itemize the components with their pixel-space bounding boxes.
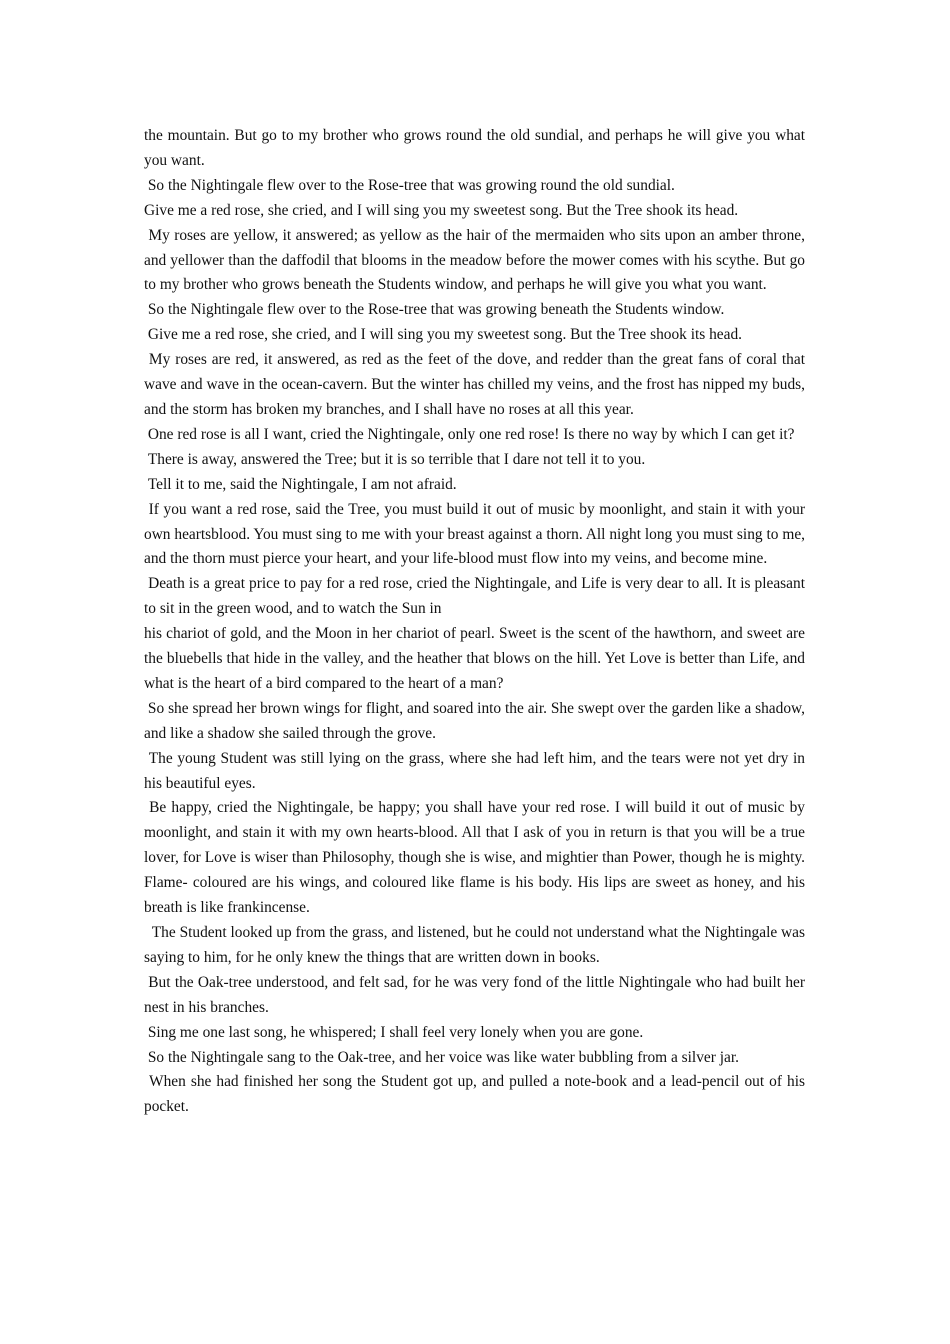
paragraph: But the Oak-tree understood, and felt sad, for he was very fond of the little Nightingale who had built her nest in his branches. [144, 973, 809, 1016]
paragraph: Be happy, cried the Nightingale, be happy; you shall have your red rose. I will build it out of music by moonlight, and stain it with my own hearts-blood. All that I ask of you in return is that you will be a true lover, for Love is wiser than Philosophy, though she is wise, and mightier than Power, though he is mighty. Flame- coloured are his wings, and coloured like flame is his body. His lips are sweet as honey, and his breath is like frankincense. [144, 799, 809, 917]
paragraph: Give me a red rose, she cried, and I will sing you my sweetest song. But the Tree shook its head. [144, 201, 739, 219]
paragraph: his chariot of gold, and the Moon in her chariot of pearl. Sweet is the scent of the hawthorn, and sweet are the bluebells that hide in the valley, and the heather that blows on the hill. Yet Love is better than Life, and what is the heart of a bird compared to the heart of a man? [144, 625, 809, 692]
body-text [144, 124, 809, 1120]
paragraph: There is away, answered the Tree; but it is so terrible that I dare not tell it to you. [144, 450, 646, 468]
paragraph: One red rose is all I want, cried the Nightingale, only one red rose! Is there no way by which I can get it? [144, 425, 795, 443]
paragraph: So the Nightingale flew over to the Rose-tree that was growing round the old sundial. [144, 176, 675, 194]
paragraph: Death is a great price to pay for a red rose, cried the Nightingale, and Life is very dear to all. It is pleasant to sit in the green wood, and to watch the Sun in [144, 575, 809, 618]
paragraph: So she spread her brown wings for flight, and soared into the air. She swept over the garden like a shadow, and like a shadow she sailed through the grove. [144, 699, 809, 742]
paragraph: Tell it to me, said the Nightingale, I am not afraid. [144, 475, 457, 493]
paragraph: My roses are yellow, it answered; as yellow as the hair of the mermaiden who sits upon an amber throne, and yellower than the daffodil that blooms in the meadow before the mower comes with his scythe. But go to my brother who grows beneath the Students window, and perhaps he will give you what you want. [144, 226, 809, 294]
paragraph: So the Nightingale flew over to the Rose-tree that was growing beneath the Students window. [144, 301, 725, 319]
paragraph: The Student looked up from the grass, and listened, but he could not understand what the Nightingale was saying to him, for he only knew the things that are written down in books. [144, 924, 809, 966]
paragraph: Sing me one last song, he whispered; I shall feel very lonely when you are gone. [144, 1023, 644, 1041]
paragraph: the mountain. But go to my brother who grows round the old sundial, and perhaps he will give you what you want. [144, 127, 809, 169]
paragraph: If you want a red rose, said the Tree, you must build it out of music by moonlight, and stain it with your own heartsblood. You must sing to me with your breast against a thorn. All night long you must sing to me, and the thorn must pierce your heart, and your life-blood must flow into my veins, and become mine. [144, 500, 809, 568]
paragraph: My roses are red, it answered, as red as the feet of the dove, and redder than the great fans of coral that wave and wave in the ocean-cavern. But the winter has chilled my veins, and the frost has nipped my buds, and the storm has broken my branches, and I shall have no roses at all this year. [144, 351, 809, 418]
paragraph: So the Nightingale sang to the Oak-tree, and her voice was like water bubbling from a silver jar. [144, 1048, 739, 1066]
paragraph: When she had finished her song the Student got up, and pulled a note-book and a lead-pencil out of his pocket. [144, 1073, 809, 1116]
paragraph: Give me a red rose, she cried, and I will sing you my sweetest song. But the Tree shook its head. [144, 326, 743, 344]
paragraph: The young Student was still lying on the grass, where she had left him, and the tears were not yet dry in his beautiful eyes. [144, 749, 809, 792]
